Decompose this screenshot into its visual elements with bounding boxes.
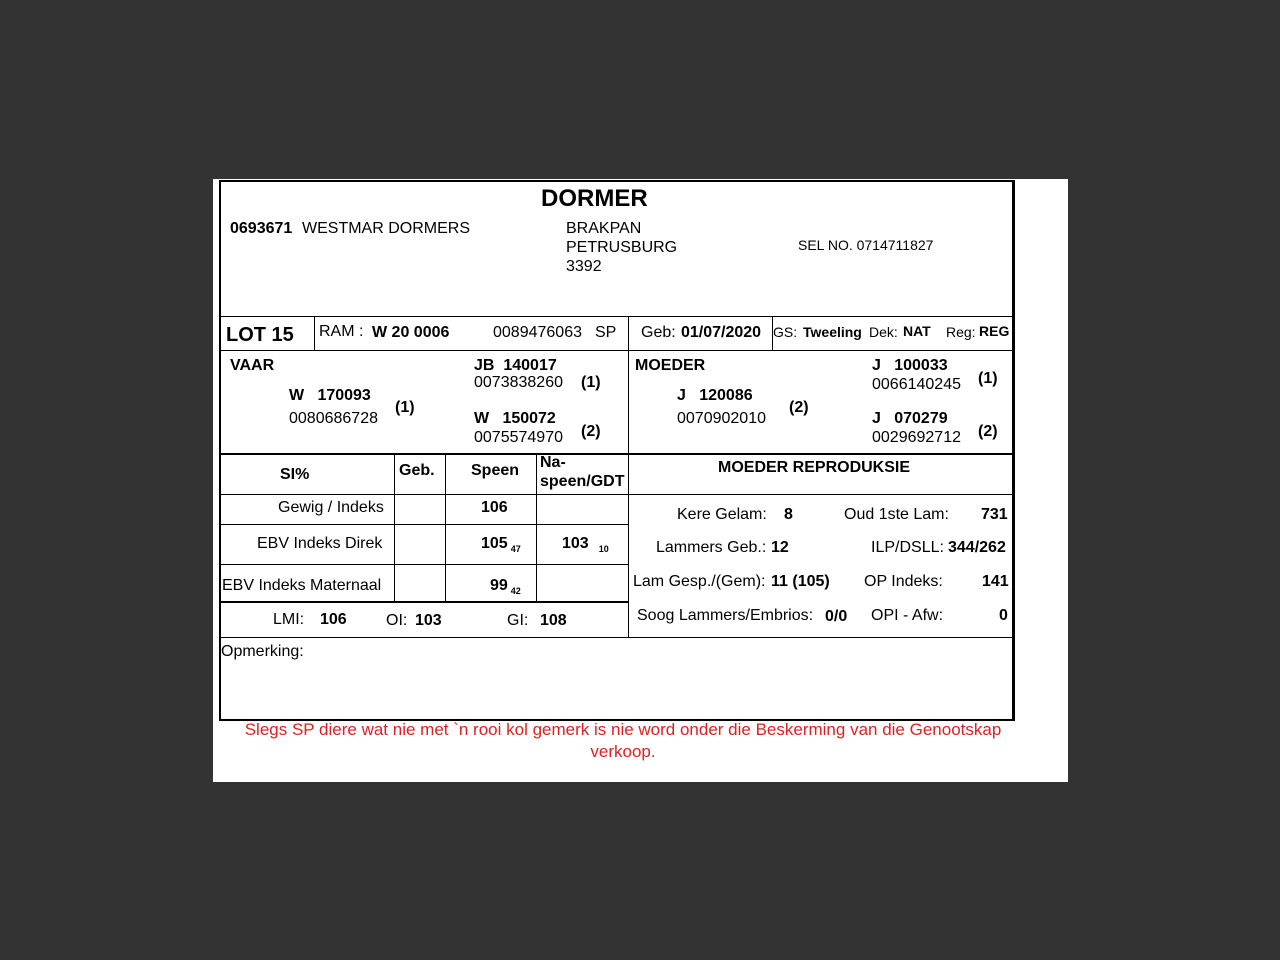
- opi-label: OPI - Afw:: [871, 607, 944, 624]
- si-row-speen-acc: 47: [510, 544, 521, 554]
- si-row-label: Gewig / Indeks: [278, 499, 384, 516]
- gesp-label: Lam Gesp./(Gem):: [633, 573, 766, 590]
- divider-si-header: [220, 494, 1015, 495]
- sire-sire-n: (1): [581, 374, 601, 391]
- si-row-naspeen-acc: 10: [598, 544, 609, 554]
- si-row-naspeen: 103 $_{10}$: [562, 535, 609, 554]
- vaar-label: VAAR: [230, 357, 275, 374]
- address-line-1: BRAKPAN: [566, 220, 642, 237]
- si-row-speen: 99 $_{42}$: [490, 577, 521, 596]
- gs-value: Tweeling: [803, 324, 862, 340]
- oi-label: OI:: [386, 612, 408, 629]
- breeder-name: WESTMAR DORMERS: [302, 220, 470, 237]
- si-row-speen: 105 $_{47}$: [481, 535, 521, 554]
- ram-reg-no: 0089476063: [493, 324, 582, 341]
- dek-value: NAT: [903, 323, 931, 339]
- soog-label: Soog Lammers/Embrios:: [637, 607, 814, 624]
- divider-header: [220, 316, 1015, 317]
- dam-id: J 120086: [677, 387, 753, 404]
- si-row-label: EBV Indeks Direk: [257, 535, 383, 552]
- divider-geb-speen: [445, 453, 446, 601]
- lammers-value: 12: [771, 539, 789, 556]
- dam-no: 0070902010: [677, 410, 766, 427]
- divider-remark: [220, 637, 1015, 638]
- dam-sire-n: (1): [978, 370, 998, 387]
- sire-dam-n: (2): [581, 423, 601, 440]
- ilp-value: 344/262: [948, 539, 1006, 556]
- dam-sire-id: J 100033: [872, 357, 948, 374]
- opi-value: 0: [999, 607, 1008, 624]
- sire-dam-id: W 150072: [474, 410, 556, 427]
- sire-id: W 170093: [289, 387, 371, 404]
- sire-dam-no: 0075574970: [474, 429, 563, 446]
- ram-status: SP: [595, 324, 617, 341]
- reg-value: REG: [979, 323, 1010, 339]
- op-value: 141: [982, 573, 1009, 590]
- dam-dam-id: J 070279: [872, 410, 948, 427]
- geb-header: Geb.: [399, 462, 435, 479]
- remark-label: Opmerking:: [221, 643, 304, 660]
- ram-id: W 20 0006: [372, 324, 450, 341]
- ilp-label: ILP/DSLL:: [871, 539, 944, 556]
- birth-date: 01/07/2020: [681, 324, 762, 341]
- oud-label: Oud 1ste Lam:: [844, 506, 949, 523]
- lammers-label: Lammers Geb.:: [656, 539, 767, 556]
- dam-sire-no: 0066140245: [872, 376, 961, 393]
- divider-pedigree: [220, 453, 1015, 455]
- geb-label: Geb:: [641, 324, 676, 341]
- moeder-label: MOEDER: [635, 357, 706, 374]
- si-row-label: EBV Indeks Maternaal: [222, 577, 382, 594]
- naspeen-header-1: Na-: [540, 454, 566, 471]
- dam-n: (2): [789, 399, 809, 416]
- lmi-label: LMI:: [273, 611, 305, 628]
- sire-n: (1): [395, 399, 415, 416]
- si-header: SI%: [280, 466, 310, 483]
- lot-card: [219, 180, 1015, 721]
- si-row-speen-acc: 42: [510, 586, 521, 596]
- reg-label: Reg:: [946, 324, 976, 340]
- soog-value: 0/0: [825, 608, 848, 625]
- oud-value: 731: [981, 506, 1008, 523]
- naspeen-header-2: speen/GDT: [540, 473, 625, 490]
- sire-no: 0080686728: [289, 410, 378, 427]
- si-row-speen: 106: [481, 499, 508, 516]
- address-line-2: PETRUSBURG: [566, 239, 678, 256]
- speen-header: Speen: [471, 462, 520, 479]
- oi-value: 103: [415, 612, 442, 629]
- breeder-number: 0693671: [230, 220, 293, 237]
- divider-si-row3: [220, 601, 629, 603]
- sire-sire-no: 0073838260: [474, 374, 563, 391]
- protection-note: Slegs SP diere wat nie met `n rooi kol gemerk is nie word onder die Beskerming van die Genootskap verkoop.: [244, 720, 1002, 761]
- divider-si-row2: [220, 564, 629, 565]
- gi-value: 108: [540, 612, 567, 629]
- divider-speen-na: [536, 453, 537, 601]
- gi-label: GI:: [507, 612, 529, 629]
- dek-label: Dek:: [869, 324, 898, 340]
- gesp-value: 11 (105): [771, 573, 830, 590]
- sire-sire-id: JB 140017: [474, 357, 557, 374]
- ram-label: RAM :: [319, 323, 364, 340]
- dam-dam-no: 0029692712: [872, 429, 961, 446]
- divider-lot: [220, 350, 1015, 351]
- lmi-value: 106: [320, 611, 347, 628]
- kere-label: Kere Gelam:: [677, 506, 767, 523]
- divider-lot-ram: [314, 316, 315, 350]
- op-label: OP Indeks:: [864, 573, 943, 590]
- divider-si-row1: [220, 524, 629, 525]
- kere-value: 8: [784, 506, 793, 523]
- address-line-3: 3392: [566, 258, 602, 275]
- sel-no: SEL NO. 0714711827: [798, 237, 934, 253]
- divider-si-geb: [394, 453, 395, 601]
- lot-label: LOT 15: [226, 324, 294, 346]
- gs-label: GS:: [773, 324, 798, 340]
- divider-ram-geb: [628, 316, 629, 637]
- breed-title: DORMER: [541, 185, 648, 212]
- reproduction-title: MOEDER REPRODUKSIE: [718, 459, 911, 476]
- dam-dam-n: (2): [978, 423, 998, 440]
